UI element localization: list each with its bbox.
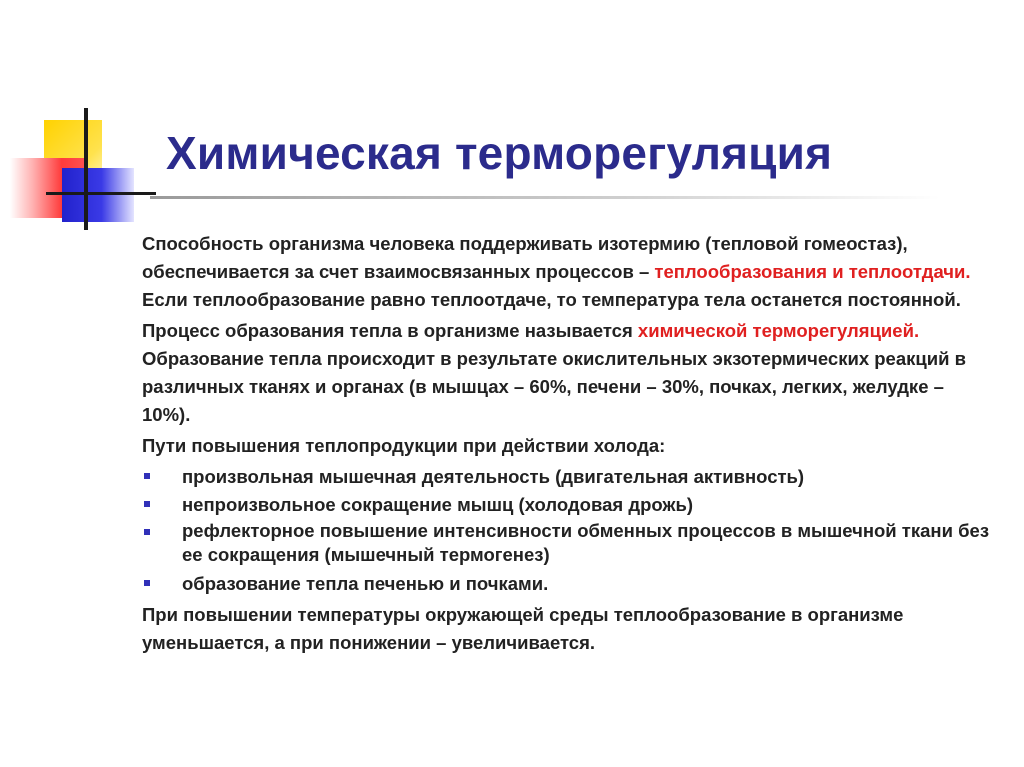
paragraph-text: Способность организма человека поддерживать изотермию (тепловой гомеостаз), обеспечивается за счет взаимосвязанных процессов –	[142, 233, 908, 282]
paragraph-heat-conclusion: При повышении температуры окружающей среды теплообразование в организме уменьшается, а при понижении – увеличивается.	[142, 604, 904, 653]
square-bullet-icon	[144, 473, 150, 479]
list-item	[142, 519, 992, 567]
paragraph-cold-ways: Пути повышения теплопродукции при действии холода:	[142, 435, 666, 456]
paragraph-chemical-thermoregulation	[142, 317, 992, 429]
list-item	[142, 463, 992, 491]
list-item-text: непроизвольное сокращение мышц (холодовая дрожь)	[182, 494, 694, 515]
decorative-logo-icon	[0, 100, 160, 230]
paragraph-text: Процесс образования тепла в организме называется	[142, 320, 638, 341]
highlight-text: теплообразования и теплоотдачи.	[654, 261, 971, 282]
slide-title: Химическая терморегуляция	[166, 127, 833, 179]
vertical-line-decoration	[84, 108, 88, 230]
paragraph-text: Если теплообразование равно теплоотдаче, то температура тела останется постоянной.	[142, 289, 961, 310]
list-item-text: произвольная мышечная деятельность (двигательная активность)	[182, 466, 805, 487]
bullet-list	[142, 463, 992, 598]
highlight-text: химической терморегуляцией.	[637, 320, 920, 341]
list-item	[142, 570, 992, 598]
blue-square-decoration	[62, 168, 134, 222]
paragraph-text: Образование тепла происходит в результате окислительных экзотермических реакций в различных тканях и органах (в мышцах – 60%, печени – 30%, почках, легких, желудке – 10%).	[142, 348, 967, 425]
square-bullet-icon	[144, 529, 150, 535]
square-bullet-icon	[144, 501, 150, 507]
horizontal-line-decoration	[46, 192, 156, 195]
title-divider	[150, 196, 940, 199]
slide-body	[142, 230, 992, 660]
square-bullet-icon	[144, 580, 150, 586]
list-item	[142, 491, 992, 519]
list-item-text: рефлекторное повышение интенсивности обменных процессов в мышечной ткани без ее сокращения (мышечный термогенез)	[182, 520, 990, 565]
paragraph-isothermy	[142, 230, 992, 314]
list-item-text: образование тепла печенью и почками.	[182, 573, 549, 594]
